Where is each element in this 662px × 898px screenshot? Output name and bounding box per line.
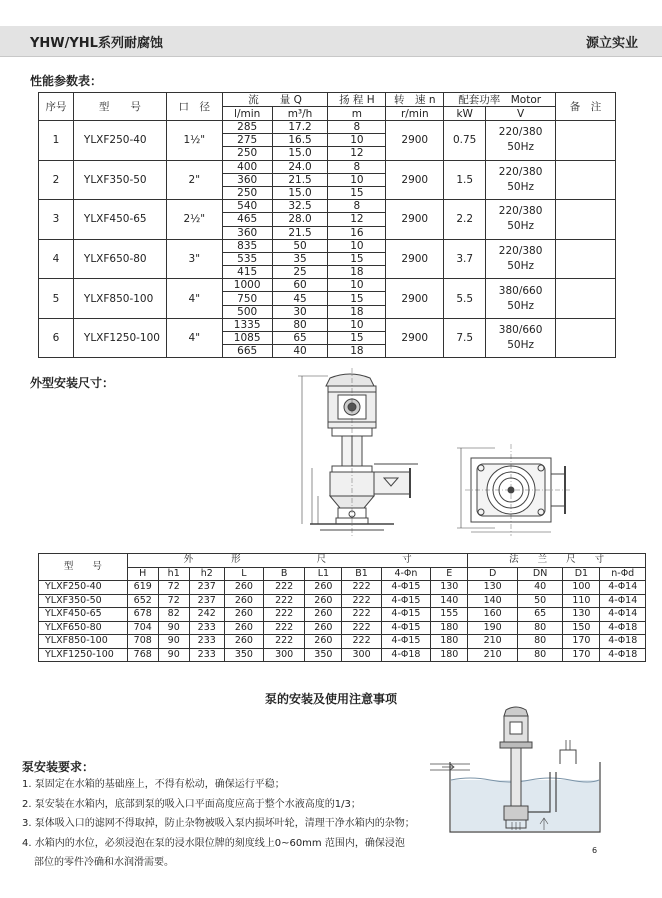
table-cell: 170 (563, 635, 600, 649)
table-cell: 750 (222, 292, 272, 305)
table-cell: YLXF850-100 (73, 279, 166, 319)
header-cell: 扬 程 H (328, 93, 386, 107)
table-cell: 250 (222, 147, 272, 160)
table-cell: 45 (272, 292, 328, 305)
table-cell: 360 (222, 226, 272, 239)
table-cell: 2900 (386, 200, 444, 240)
page-header (0, 26, 662, 57)
table-cell: YLXF350-50 (39, 594, 128, 608)
table-cell: 222 (264, 621, 305, 635)
table-row (39, 318, 616, 331)
table-cell: 90 (158, 621, 189, 635)
table-cell: 619 (127, 581, 158, 595)
header-cell: E (431, 567, 468, 581)
table-cell: 5.5 (444, 279, 486, 319)
table-cell: 170 (563, 648, 600, 662)
table-cell: 1½" (166, 121, 222, 161)
voltage-value: 220/380 (498, 126, 543, 139)
table-cell: 10 (328, 279, 386, 292)
series-title: YHW/YHL系列耐腐蚀 (30, 36, 163, 51)
table-cell: 180 (431, 648, 468, 662)
table-header-row (39, 93, 616, 107)
table-cell: 500 (222, 305, 272, 318)
table-cell: 18 (328, 345, 386, 358)
frequency-value: 50Hz (507, 259, 534, 272)
table-cell: 160 (468, 608, 518, 622)
table-cell: 80 (517, 621, 562, 635)
table-cell: 0.75 (444, 121, 486, 161)
header-cell: n-Φd (600, 567, 646, 581)
header-cell: r/min (386, 107, 444, 121)
table-cell: 2900 (386, 160, 444, 200)
table-cell: 222 (342, 621, 381, 635)
table-cell: 233 (189, 635, 224, 649)
table-cell: 708 (127, 635, 158, 649)
table-cell: 260 (224, 608, 263, 622)
note-cell (556, 121, 616, 161)
table-cell: 242 (189, 608, 224, 622)
table-cell: 222 (342, 594, 381, 608)
table-cell: 1 (39, 121, 74, 161)
table-cell: 465 (222, 213, 272, 226)
table-cell: 8 (328, 160, 386, 173)
table-row (39, 621, 646, 635)
note-cell (556, 239, 616, 279)
table-cell: 4" (166, 318, 222, 358)
table-header-row (39, 554, 646, 568)
table-cell: 4-Φ15 (381, 581, 431, 595)
table-cell: 8 (328, 200, 386, 213)
table-cell: 80 (272, 318, 328, 331)
table-cell: 4-Φ15 (381, 594, 431, 608)
table-cell: 17.2 (272, 121, 328, 134)
table-cell: 835 (222, 239, 272, 252)
company-name: 源立实业 (585, 36, 638, 51)
table-cell: 50 (517, 594, 562, 608)
table-cell: 12 (328, 213, 386, 226)
table-cell: 8 (328, 121, 386, 134)
table-cell: 2900 (386, 121, 444, 161)
table-cell: 80 (517, 648, 562, 662)
table-cell: 260 (224, 594, 263, 608)
table-cell: 140 (468, 594, 518, 608)
table-cell: 72 (158, 581, 189, 595)
table-cell: 65 (517, 608, 562, 622)
table-cell: 233 (189, 621, 224, 635)
voltage-value: 220/380 (498, 244, 543, 257)
header-cell: l/min (222, 107, 272, 121)
table-cell: 285 (222, 121, 272, 134)
header-cell: V (486, 107, 556, 121)
table-cell: 10 (328, 239, 386, 252)
rule-item: 4. 水箱内的水位，必须浸泡在泵的浸水限位牌的刻度线上0~60mm 范围内，确保浸泡 (22, 837, 405, 849)
table-cell: YLXF850-100 (39, 635, 128, 649)
table-cell: 222 (342, 581, 381, 595)
table-row (39, 121, 616, 134)
table-cell: 260 (305, 594, 342, 608)
pump-top-view-drawing (455, 440, 575, 540)
pump-side-view-drawing (290, 368, 440, 538)
install-rules-list (22, 775, 442, 873)
table-cell: YLXF250-40 (39, 581, 128, 595)
page-number: 6 (592, 846, 598, 855)
table-cell: 21.5 (272, 173, 328, 186)
table-cell: 32.5 (272, 200, 328, 213)
table-cell: 80 (517, 635, 562, 649)
install-requirements-title: 泵安装要求： (22, 760, 95, 774)
table-cell: 260 (224, 581, 263, 595)
table-cell: 4-Φ15 (381, 608, 431, 622)
frequency-value: 50Hz (507, 220, 534, 233)
table-cell: 16.5 (272, 134, 328, 147)
voltage-value: 380/660 (498, 324, 543, 337)
voltage-cell (486, 121, 556, 161)
header-cell: B1 (342, 567, 381, 581)
table-cell: YLXF650-80 (73, 239, 166, 279)
table-cell: YLXF650-80 (39, 621, 128, 635)
table-cell: 16 (328, 226, 386, 239)
table-cell: 2" (166, 160, 222, 200)
voltage-cell (486, 239, 556, 279)
table-cell: 415 (222, 266, 272, 279)
table-cell: 35 (272, 252, 328, 265)
installation-diagram (420, 702, 620, 842)
table-cell: 130 (431, 581, 468, 595)
table-cell: 4-Φ14 (600, 608, 646, 622)
note-cell (556, 279, 616, 319)
table-cell: 4 (39, 239, 74, 279)
table-cell: 222 (342, 635, 381, 649)
table-cell: 222 (264, 608, 305, 622)
table-cell: 130 (468, 581, 518, 595)
table-row (39, 581, 646, 595)
table-row (39, 160, 616, 173)
table-cell: 210 (468, 635, 518, 649)
table-cell: 12 (328, 147, 386, 160)
table-cell: 4-Φ18 (381, 648, 431, 662)
table-cell: 5 (39, 279, 74, 319)
table-cell: 233 (189, 648, 224, 662)
table-cell: 25 (272, 266, 328, 279)
table-cell: 300 (264, 648, 305, 662)
table-cell: 155 (431, 608, 468, 622)
voltage-value: 220/380 (498, 205, 543, 218)
table-cell: 2900 (386, 318, 444, 358)
table-cell: 15 (328, 186, 386, 199)
frequency-value: 50Hz (507, 299, 534, 312)
table-cell: 350 (224, 648, 263, 662)
table-cell: 222 (264, 635, 305, 649)
table-cell: 535 (222, 252, 272, 265)
table-cell: YLXF450-65 (39, 608, 128, 622)
table-cell: 3" (166, 239, 222, 279)
header-cell: D1 (563, 567, 600, 581)
table-cell: 10 (328, 134, 386, 147)
table-cell: 90 (158, 635, 189, 649)
table-cell: YLXF350-50 (73, 160, 166, 200)
header-cell: 法 兰 尺 寸 (468, 554, 646, 568)
table-cell: 260 (224, 621, 263, 635)
frequency-value: 50Hz (507, 141, 534, 154)
table-cell: 4-Φ15 (381, 635, 431, 649)
table-cell: 180 (431, 635, 468, 649)
table-cell: 1335 (222, 318, 272, 331)
table-cell: YLXF250-40 (73, 121, 166, 161)
rule-item-continued: 部位的零件冷确和水润滑需要。 (34, 857, 174, 868)
table-cell: 237 (189, 594, 224, 608)
table-cell: 540 (222, 200, 272, 213)
table-row (39, 279, 616, 292)
table-cell: 360 (222, 173, 272, 186)
table-cell: 4-Φ18 (600, 648, 646, 662)
header-cell: 4-Φn (381, 567, 431, 581)
table-cell: 300 (342, 648, 381, 662)
table-cell: 652 (127, 594, 158, 608)
header-cell: L1 (305, 567, 342, 581)
table-cell: 237 (189, 581, 224, 595)
note-cell (556, 200, 616, 240)
table-cell: 15 (328, 252, 386, 265)
header-cell: 序号 (39, 93, 74, 121)
note-cell (556, 318, 616, 358)
header-cell: 转 速 n (386, 93, 444, 107)
table-cell: 15.0 (272, 186, 328, 199)
table-cell: 140 (431, 594, 468, 608)
table-cell: 2 (39, 160, 74, 200)
table-cell: 2.2 (444, 200, 486, 240)
table-cell: 260 (305, 608, 342, 622)
table-cell: 3.7 (444, 239, 486, 279)
table-cell: 15 (328, 332, 386, 345)
table-cell: 4" (166, 279, 222, 319)
frequency-value: 50Hz (507, 180, 534, 193)
table-cell: 40 (272, 345, 328, 358)
table-cell: 4-Φ14 (600, 581, 646, 595)
table-cell: 190 (468, 621, 518, 635)
table-cell: 2½" (166, 200, 222, 240)
voltage-value: 380/660 (498, 284, 543, 297)
table-row (39, 635, 646, 649)
dimension-table (38, 553, 646, 662)
perf-section-title: 性能参数表： (30, 74, 103, 88)
table-cell: 222 (342, 608, 381, 622)
voltage-cell (486, 160, 556, 200)
table-cell: 4-Φ15 (381, 621, 431, 635)
header-cell: DN (517, 567, 562, 581)
table-row (39, 648, 646, 662)
table-cell: 4-Φ18 (600, 635, 646, 649)
header-cell: L (224, 567, 263, 581)
table-cell: 10 (328, 318, 386, 331)
table-cell: 260 (305, 581, 342, 595)
header-cell: H (127, 567, 158, 581)
table-cell: 260 (305, 635, 342, 649)
voltage-cell (486, 279, 556, 319)
table-cell: 28.0 (272, 213, 328, 226)
table-row (39, 608, 646, 622)
table-cell: 2900 (386, 279, 444, 319)
table-subheader-row (39, 567, 646, 581)
table-cell: 110 (563, 594, 600, 608)
rule-item: 3. 泵体吸入口的滤网不得取掉，防止杂物被吸入泵内损坏叶轮，清理干净水箱内的杂物； (22, 818, 415, 829)
dim-section-title: 外型安装尺寸： (30, 376, 115, 390)
table-cell: 130 (563, 608, 600, 622)
table-cell: 150 (563, 621, 600, 635)
table-cell: 1.5 (444, 160, 486, 200)
table-cell: 678 (127, 608, 158, 622)
table-cell: YLXF450-65 (73, 200, 166, 240)
performance-table (38, 92, 616, 358)
rule-item: 1. 泵固定在水箱的基础座上，不得有松动，确保运行平稳； (22, 779, 285, 790)
frequency-value: 50Hz (507, 339, 534, 352)
table-cell: YLXF1250-100 (73, 318, 166, 358)
table-cell: 400 (222, 160, 272, 173)
table-cell: 7.5 (444, 318, 486, 358)
table-cell: 1085 (222, 332, 272, 345)
table-cell: 250 (222, 186, 272, 199)
table-cell: 260 (224, 635, 263, 649)
note-cell (556, 160, 616, 200)
table-cell: 15 (328, 292, 386, 305)
table-row (39, 200, 616, 213)
table-cell: 60 (272, 279, 328, 292)
table-cell: 768 (127, 648, 158, 662)
table-cell: 210 (468, 648, 518, 662)
header-cell: 备 注 (556, 93, 616, 121)
table-cell: 30 (272, 305, 328, 318)
table-cell: 4-Φ14 (600, 594, 646, 608)
header-cell: m (328, 107, 386, 121)
rule-item: 2. 泵安装在水箱内，底部到泵的吸入口平面高度应高于整个水液高度的1/3； (22, 798, 361, 810)
table-cell: 665 (222, 345, 272, 358)
header-cell: h2 (189, 567, 224, 581)
table-cell: 222 (264, 594, 305, 608)
table-row (39, 239, 616, 252)
table-cell: 15.0 (272, 147, 328, 160)
header-cell: D (468, 567, 518, 581)
table-cell: 18 (328, 305, 386, 318)
table-cell: 260 (305, 621, 342, 635)
table-cell: YLXF1250-100 (39, 648, 128, 662)
table-cell: 10 (328, 173, 386, 186)
table-cell: 24.0 (272, 160, 328, 173)
table-cell: 3 (39, 200, 74, 240)
table-cell: 4-Φ18 (600, 621, 646, 635)
table-cell: 6 (39, 318, 74, 358)
voltage-value: 220/380 (498, 165, 543, 178)
header-cell: kW (444, 107, 486, 121)
table-row (39, 594, 646, 608)
install-section-title: 泵的安装及使用注意事项 (264, 692, 397, 706)
header-cell: 型 号 (39, 554, 128, 581)
table-cell: 350 (305, 648, 342, 662)
table-cell: 222 (264, 581, 305, 595)
header-cell: h1 (158, 567, 189, 581)
table-cell: 72 (158, 594, 189, 608)
header-cell: B (264, 567, 305, 581)
header-cell: 型 号 (73, 93, 166, 121)
header-cell: m³/h (272, 107, 328, 121)
table-cell: 21.5 (272, 226, 328, 239)
header-cell: 口 径 (166, 93, 222, 121)
table-cell: 100 (563, 581, 600, 595)
table-cell: 40 (517, 581, 562, 595)
table-cell: 50 (272, 239, 328, 252)
table-cell: 180 (431, 621, 468, 635)
header-cell: 流 量 Q (222, 93, 328, 107)
voltage-cell (486, 318, 556, 358)
table-cell: 90 (158, 648, 189, 662)
table-cell: 1000 (222, 279, 272, 292)
header-cell: 外 形 尺 寸 (127, 554, 468, 568)
table-cell: 2900 (386, 239, 444, 279)
table-cell: 275 (222, 134, 272, 147)
table-cell: 704 (127, 621, 158, 635)
voltage-cell (486, 200, 556, 240)
header-cell: 配套功率 Motor (444, 93, 556, 107)
table-cell: 82 (158, 608, 189, 622)
table-cell: 18 (328, 266, 386, 279)
table-cell: 65 (272, 332, 328, 345)
